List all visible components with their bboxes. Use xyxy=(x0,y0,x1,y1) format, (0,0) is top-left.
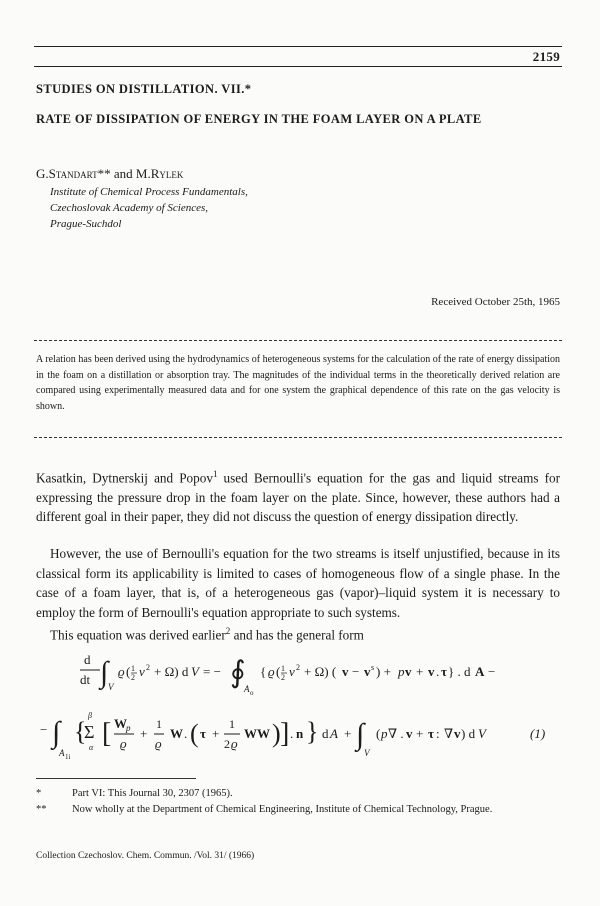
svg-text:v: v xyxy=(289,664,295,679)
journal-footer: Collection Czechoslov. Chem. Commun. /Vol. 31/ (1966) xyxy=(36,851,255,861)
footnote-1: * Part VI: This Journal 30, 2307 (1965). xyxy=(36,788,233,799)
svg-text:W: W xyxy=(114,716,127,731)
svg-text:1: 1 xyxy=(131,664,135,673)
svg-text:dt: dt xyxy=(80,672,91,687)
svg-text:) +: ) + xyxy=(376,664,391,679)
svg-text:−: − xyxy=(352,664,360,679)
series-title: STUDIES ON DISTILLATION. VII.* xyxy=(36,82,252,96)
svg-text:(: ( xyxy=(376,726,381,741)
affiliation-line: Czechoslovak Academy of Sciences, xyxy=(50,202,209,214)
svg-text:ϱ: ϱ xyxy=(120,736,127,751)
svg-text:+ Ω) d: + Ω) d xyxy=(154,664,189,679)
svg-text:v: v xyxy=(364,664,371,679)
svg-text:WW: WW xyxy=(244,726,270,741)
svg-text:ϱ: ϱ xyxy=(231,736,238,751)
svg-text:{: { xyxy=(260,664,267,679)
svg-text:β: β xyxy=(88,711,92,720)
author-1: G.Standart xyxy=(36,166,98,181)
svg-text:1: 1 xyxy=(281,664,285,673)
svg-text:A: A xyxy=(330,726,338,741)
page-number: 2159 xyxy=(532,49,560,64)
equation-number: (1) xyxy=(530,726,546,741)
reference-1: 1 xyxy=(212,469,218,479)
footnote-mark: * xyxy=(36,788,42,799)
svg-text:1: 1 xyxy=(229,717,235,731)
svg-text:∇: ∇ xyxy=(444,726,454,741)
header-rule-lower xyxy=(34,66,562,67)
abstract-bottom-rule xyxy=(34,437,562,438)
svg-text:τ: τ xyxy=(200,726,206,741)
svg-text:∮: ∮ xyxy=(230,656,246,689)
svg-text:A: A xyxy=(475,664,485,679)
svg-text:.: . xyxy=(436,664,440,679)
svg-text:+: + xyxy=(416,726,424,741)
svg-text:+: + xyxy=(344,726,352,741)
svg-text:2: 2 xyxy=(131,673,135,682)
svg-text:(: ( xyxy=(276,664,281,679)
svg-text:τ: τ xyxy=(428,726,434,741)
svg-text:[: [ xyxy=(102,718,112,749)
svg-text:V: V xyxy=(364,748,370,758)
body-paragraph-2: However, the use of Bernoulli's equation for the two streams is itself unjustified, because in its classical form its applicability is limited to cases of homogeneous flow of a single phase. In the case of a foam layer, that is, of a heterogeneous gas (vapor)–liquid system it is necessary to employ the form of Bernoulli's equation appropriate to such systems. xyxy=(36,546,560,620)
svg-text:Σ: Σ xyxy=(84,722,95,742)
body-paragraph-3: This equation was derived earlier$^2$ and has the general form xyxy=(50,626,364,643)
svg-text:+: + xyxy=(140,726,148,741)
svg-text:2: 2 xyxy=(296,663,300,672)
equation-line-1 xyxy=(60,646,560,698)
svg-text:{: { xyxy=(74,717,87,746)
svg-text:2: 2 xyxy=(281,673,285,682)
affiliation-line: Prague-Suchdol xyxy=(50,218,122,230)
svg-text:v: v xyxy=(428,664,435,679)
svg-text:}: } xyxy=(306,717,319,746)
svg-text:V: V xyxy=(108,682,114,692)
svg-text:v: v xyxy=(139,664,145,679)
svg-text:+ Ω) (: + Ω) ( xyxy=(304,664,337,679)
affiliation-line: Institute of Chemical Process Fundamentals, xyxy=(50,186,248,198)
svg-text:τ: τ xyxy=(441,664,447,679)
svg-text:2: 2 xyxy=(146,663,150,672)
footnote-2: ** Now wholly at the Department of Chemical Engineering, Institute of Chemical Technology, Prague. xyxy=(36,804,493,815)
svg-text:ϱ: ϱ xyxy=(268,664,275,679)
svg-text:V: V xyxy=(478,726,486,741)
header-rule xyxy=(34,46,562,47)
svg-text:v: v xyxy=(405,664,412,679)
svg-text:p: p xyxy=(381,726,388,741)
footnote-mark: ** xyxy=(36,804,47,815)
svg-text:A: A xyxy=(244,684,250,694)
svg-text:−: − xyxy=(488,664,496,679)
received-date: Received October 25th, 1965 xyxy=(431,296,560,308)
abstract-top-rule xyxy=(34,340,562,341)
svg-text:= −: = − xyxy=(203,664,221,679)
svg-text:p: p xyxy=(126,723,131,733)
affiliation xyxy=(50,184,248,232)
svg-text:A: A xyxy=(59,748,65,758)
svg-text:∇ .: ∇ . xyxy=(388,726,404,741)
svg-text:v: v xyxy=(406,726,413,741)
body-paragraph-1: Kasatkin, Dytnerskij and Popov$^1$ used Bernoulli's equation for the gas and liquid streams for expressing the pressure drop in the foam layer on the plate. Since, however, these authors had a different goal in their paper, they did not discuss the question of energy dissipation directly. xyxy=(36,469,560,525)
svg-text:(: ( xyxy=(126,664,131,679)
article-title: RATE OF DISSIPATION OF ENERGY IN THE FOAM LAYER ON A PLATE xyxy=(36,112,482,126)
svg-text:n: n xyxy=(296,726,304,741)
reference-2: 2 xyxy=(225,626,231,636)
footnote-rule xyxy=(36,778,196,779)
svg-text:): ) xyxy=(272,719,281,748)
svg-text:1: 1 xyxy=(156,717,162,731)
svg-text:) d: ) d xyxy=(461,726,476,741)
svg-text:V: V xyxy=(191,664,199,679)
svg-text:∫: ∫ xyxy=(52,716,61,749)
svg-text:−: − xyxy=(40,722,48,737)
svg-text:(: ( xyxy=(190,719,199,748)
svg-text:} . d: } . d xyxy=(448,664,471,679)
svg-text:α: α xyxy=(89,743,94,752)
svg-text:ϱ: ϱ xyxy=(155,736,162,751)
svg-text:p: p xyxy=(398,664,405,679)
svg-text:W: W xyxy=(170,726,183,741)
svg-text::: : xyxy=(436,726,440,741)
svg-text:+: + xyxy=(416,664,424,679)
svg-text:d: d xyxy=(84,652,91,667)
svg-text:.: . xyxy=(184,726,188,741)
author-1-mark: ** xyxy=(97,166,111,181)
svg-text:]: ] xyxy=(280,718,290,749)
svg-text:v: v xyxy=(454,726,461,741)
svg-text:1i: 1i xyxy=(65,753,71,761)
svg-text:s: s xyxy=(371,663,375,672)
svg-text:d: d xyxy=(322,726,329,741)
svg-text:∫: ∫ xyxy=(356,718,365,751)
author-line xyxy=(36,166,183,182)
svg-text:v: v xyxy=(342,664,349,679)
svg-text:ϱ: ϱ xyxy=(118,664,125,679)
equation-line-2 xyxy=(34,700,562,766)
svg-text:.: . xyxy=(290,726,294,741)
author-2: M.Rylek xyxy=(135,166,184,181)
svg-text:o: o xyxy=(250,689,254,697)
svg-text:∫: ∫ xyxy=(100,656,109,689)
abstract: A relation has been derived using the hydrodynamics of heterogeneous systems for the calculation of the rate of energy dissipation in the foam on a distillation or absorption tray. The magnitudes of the individual terms in the theoretically derived relation are compared using experimentally measured data and for one system the graphical dependence of this rate on the gas velocity is shown. xyxy=(36,354,560,412)
svg-text:+: + xyxy=(212,726,220,741)
author-conjunction: and xyxy=(110,166,136,181)
svg-text:2: 2 xyxy=(224,737,230,751)
